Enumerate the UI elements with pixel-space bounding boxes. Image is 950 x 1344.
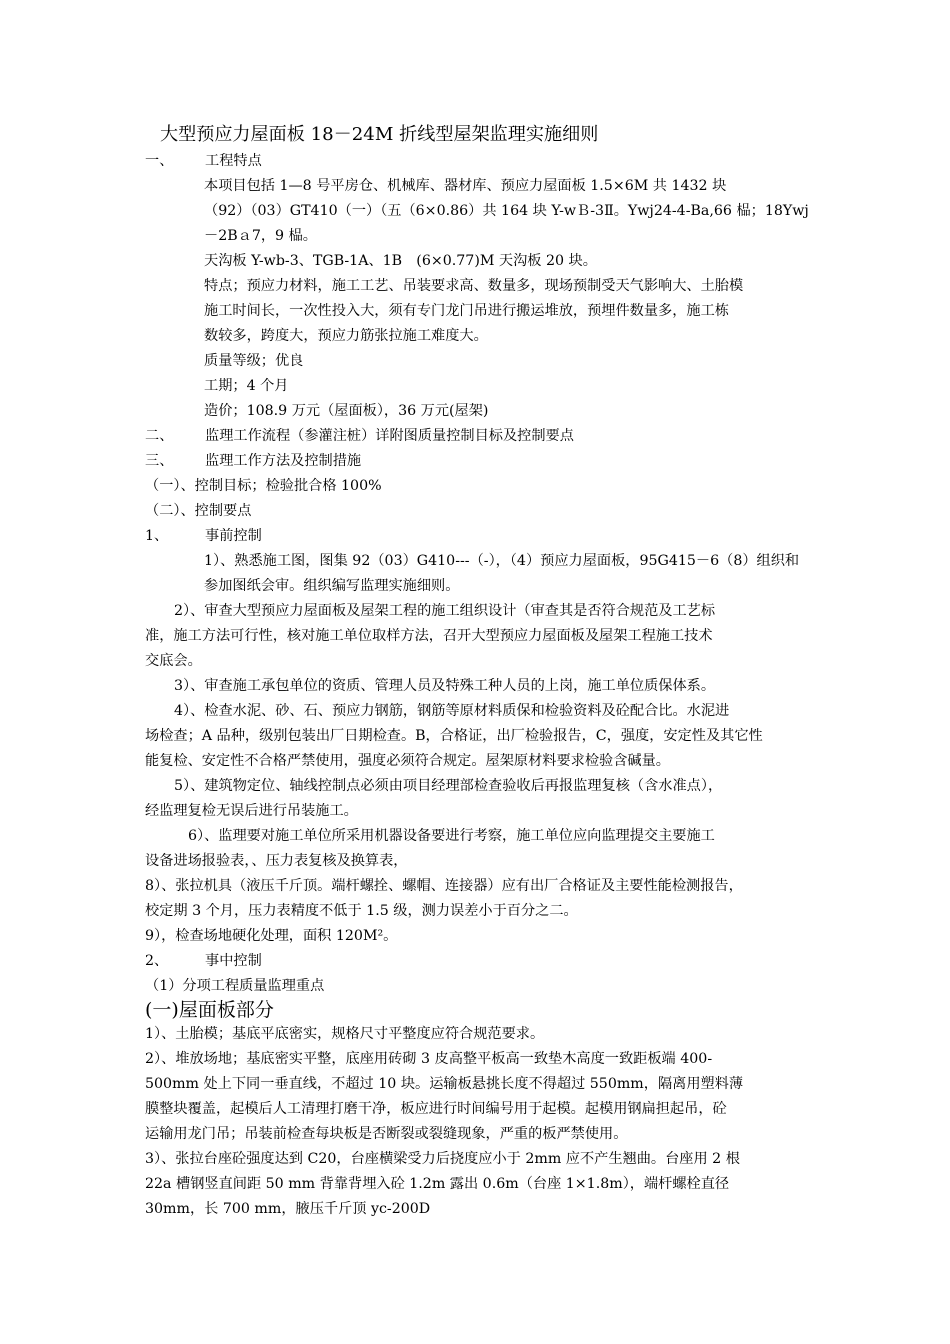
paragraph-line: 4）、检查水泥、砂、石、预应力钢筋，钢筋等原材料质保和检验资料及砼配合比。水泥进 [174, 703, 730, 719]
section-number: 三、 [145, 453, 174, 469]
paragraph-line: 本项目包括 1—8 号平房仓、机械库、器材库、预应力屋面板 1.5×6M 共 1432 块 [204, 178, 727, 194]
paragraph-line: （一）、控制目标；检验批合格 100% [145, 478, 382, 494]
section-number: 二、 [145, 428, 174, 444]
subsection-heading: (一)屋面板部分 [145, 999, 274, 1021]
paragraph-line: 22a 槽钢竖直间距 50 mm 背靠背埋入砼 1.2m 露出 0.6m（台座 1×1.8m），端杆螺栓直径 [145, 1176, 730, 1192]
paragraph-line: （92）（03）GT410（一）（五（6×0.86）共 164 块 Y-wＢ-3Ⅱ。Ywj24-4-Ba,66 榀；18Ywj [204, 203, 809, 219]
paragraph-line: 经监理复检无误后进行吊装施工。 [145, 803, 358, 819]
paragraph-line: 1）、熟悉施工图，图集 92（03）G410---（-），（4）预应力屋面板，95G415－6（8）组织和 [204, 553, 800, 569]
paragraph-line: 质量等级；优良 [204, 353, 304, 369]
section-heading: 1、 事前控制 [145, 528, 262, 544]
paragraph-line: 工期；4 个月 [204, 378, 289, 394]
section-number: 2、 [145, 953, 169, 969]
paragraph-line: （二）、控制要点 [145, 503, 252, 519]
section-heading: 一、 工程特点 [145, 153, 262, 169]
paragraph-line: 天沟板 Y-wb-3、TGB-1A、1B (6×0.77)M 天沟板 20 块。 [204, 253, 597, 269]
paragraph-line: 参加图纸会审。组织编写监理实施细则。 [204, 578, 460, 594]
paragraph-line: 造价；108.9 万元（屋面板），36 万元(屋架) [204, 403, 489, 419]
paragraph-line: 2）、审查大型预应力屋面板及屋架工程的施工组织设计（审查其是否符合规范及工艺标 [174, 603, 716, 619]
section-number: 一、 [145, 153, 174, 169]
paragraph-line: 5）、建筑物定位、轴线控制点必须由项目经理部检查验收后再报监理复核（含水准点）， [174, 778, 723, 794]
paragraph-line: 特点；预应力材料，施工工艺、吊装要求高、数量多，现场预制受天气影响大、土胎模 [204, 278, 744, 294]
section-heading: 三、 监理工作方法及控制措施 [145, 453, 362, 469]
paragraph-line: 9），检查场地硬化处理，面积 120M²。 [145, 928, 398, 944]
section-heading: 2、 事中控制 [145, 953, 262, 969]
paragraph-line: 设备进场报验表，、压力表复核及换算表， [145, 853, 408, 869]
paragraph-line: 3）、张拉台座砼强度达到 C20，台座横梁受力后挠度应小于 2mm 应不产生翘曲。台座用 2 根 [145, 1151, 740, 1167]
section-number: 1、 [145, 528, 169, 544]
paragraph-line: 准，施工方法可行性，核对施工单位取样方法，召开大型预应力屋面板及屋架工程施工技术 [145, 628, 713, 644]
paragraph-line: 2）、堆放场地；基底密实平整，底座用砖砌 3 皮高整平板高一致垫木高度一致距板端 400- [145, 1051, 713, 1067]
paragraph-line: 3）、审查施工承包单位的资质、管理人员及特殊工种人员的上岗，施工单位质保体系。 [174, 678, 716, 694]
paragraph-line: 30mm，长 700 mm，腋压千斤顶 yc-200D [145, 1201, 431, 1217]
paragraph-line: 1）、土胎模；基底平底密实，规格尺寸平整度应符合规范要求。 [145, 1026, 545, 1042]
paragraph-line: （1）分项工程质量监理重点 [145, 978, 325, 994]
paragraph-line: 能复检、安定性不合格严禁使用，强度必须符合规定。屋架原材料要求检验含碱量。 [145, 753, 670, 769]
section-heading: 二、 监理工作流程（参灌注桩）详附图质量控制目标及控制要点 [145, 428, 574, 444]
paragraph-line: 6）、监理要对施工单位所采用机器设备要进行考察，施工单位应向监理提交主要施工 [188, 828, 715, 844]
paragraph-line: 8）、张拉机具（液压千斤顶。端杆螺拴、螺帽、连接器）应有出厂合格证及主要性能检测报告， [145, 878, 743, 894]
paragraph-line: 膜整块覆盖，起模后人工清理打磨干净，板应进行时间编号用于起模。起模用钢扁担起吊，砼 [145, 1101, 727, 1117]
paragraph-line: 校定期 3 个月，压力表精度不低于 1.5 级，测力误差小于百分之二。 [145, 903, 578, 919]
page-title: 大型预应力屋面板 18－24M 折线型屋架监理实施细则 [160, 124, 599, 145]
paragraph-line: 场检查；A 品种，级别包装出厂日期检查。B，合格证，出厂检验报告，C，强度，安定性及其它性 [145, 728, 763, 744]
paragraph-line: 500mm 处上下同一垂直线，不超过 10 块。运输板悬挑长度不得超过 550mm，隔离用塑料薄 [145, 1076, 744, 1092]
paragraph-line: 施工时间长，一次性投入大，须有专门龙门吊进行搬运堆放，预埋件数量多，施工栋 [204, 303, 729, 319]
paragraph-line: 数较多，跨度大，预应力筋张拉施工难度大。 [204, 328, 488, 344]
paragraph-line: 运输用龙门吊；吊装前检查每块板是否断裂或裂缝现象，严重的板严禁使用。 [145, 1126, 628, 1142]
paragraph-line: －2Bａ7，9 榀。 [204, 228, 317, 244]
paragraph-line: 交底会。 [145, 653, 202, 669]
